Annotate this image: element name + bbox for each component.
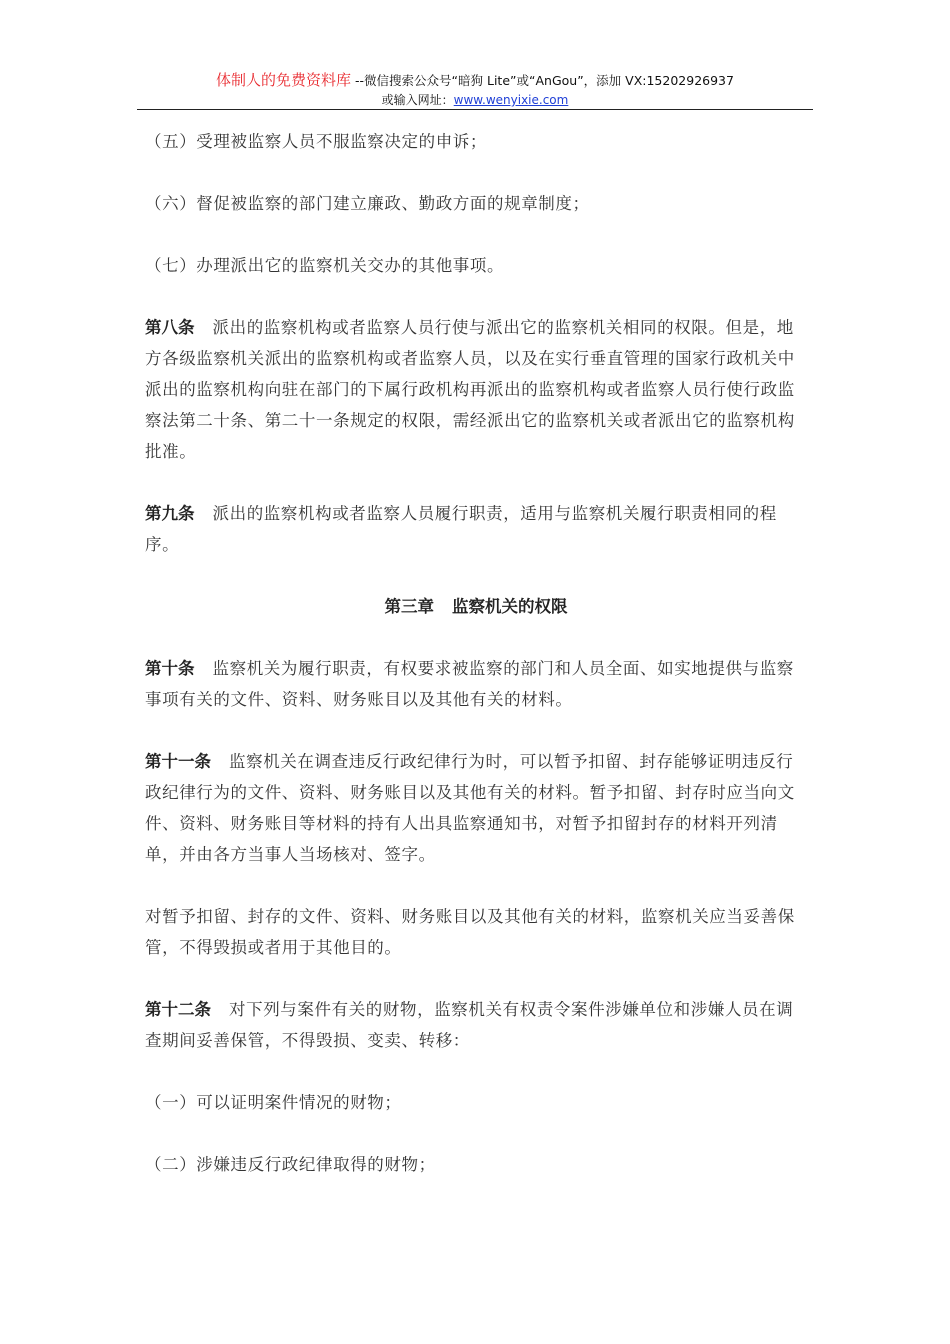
article-text: 派出的监察机构或者监察人员行使与派出它的监察机关相同的权限。但是，地方各级监察机关派出的监察机构或者监察人员，以及在实行垂直管理的国家行政机关中派出的监察机构向驻在部门的下属行政机构再派出的监察机构或者监察人员行使行政监察法第二十条、第二十一条规定的权限，需经派出它的监察机关或者派出它的监察机构批准。 bbox=[145, 318, 795, 461]
chapter-heading bbox=[145, 591, 807, 622]
page-header bbox=[137, 70, 813, 109]
list-item: （七）办理派出它的监察机关交办的其他事项。 bbox=[145, 256, 505, 275]
list-item: （二）涉嫌违反行政纪律取得的财物； bbox=[145, 1155, 436, 1174]
website-link[interactable]: www.wenyixie.com bbox=[453, 93, 569, 107]
article-11-paragraph-2: 对暂予扣留、封存的文件、资料、财务账目以及其他有关的材料，监察机关应当妥善保管，不得毁损或者用于其他目的。 bbox=[145, 907, 795, 957]
article-label: 第八条 bbox=[145, 318, 195, 337]
url-prefix: 或输入网址： bbox=[381, 93, 454, 107]
article-9 bbox=[145, 498, 807, 560]
list-item: （六）督促被监察的部门建立廉政、勤政方面的规章制度； bbox=[145, 194, 590, 213]
brand-name: 体制人的免费资料库 bbox=[216, 71, 352, 89]
header-promo-line bbox=[137, 70, 813, 91]
document-body bbox=[145, 126, 807, 1180]
article-label: 第十二条 bbox=[145, 1000, 211, 1019]
article-label: 第十条 bbox=[145, 659, 195, 678]
article-8 bbox=[145, 312, 807, 467]
chapter-number: 第三章 bbox=[384, 597, 434, 616]
header-divider bbox=[137, 109, 813, 110]
article-text: 监察机关在调查违反行政纪律行为时，可以暂予扣留、封存能够证明违反行政纪律行为的文件、资料、财务账目以及其他有关的材料。暂予扣留、封存时应当向文件、资料、财务账目等材料的持有人出具监察通知书，对暂予扣留封存的材料开列清单，并由各方当事人当场核对、签字。 bbox=[145, 752, 795, 864]
chapter-title: 监察机关的权限 bbox=[452, 597, 568, 616]
article-10 bbox=[145, 653, 807, 715]
article-label: 第九条 bbox=[145, 504, 195, 523]
article-11 bbox=[145, 746, 807, 870]
list-item: （五）受理被监察人员不服监察决定的申诉； bbox=[145, 132, 487, 151]
article-text: 派出的监察机构或者监察人员履行职责，适用与监察机关履行职责相同的程序。 bbox=[145, 504, 777, 554]
article-text: 对下列与案件有关的财物，监察机关有权责令案件涉嫌单位和涉嫌人员在调查期间妥善保管，不得毁损、变卖、转移： bbox=[145, 1000, 794, 1050]
article-12 bbox=[145, 994, 807, 1056]
header-url-line bbox=[137, 91, 813, 109]
article-text: 监察机关为履行职责，有权要求被监察的部门和人员全面、如实地提供与监察事项有关的文件、资料、财务账目以及其他有关的材料。 bbox=[145, 659, 794, 709]
article-label: 第十一条 bbox=[145, 752, 211, 771]
header-tagline: --微信搜索公众号“暗狗 Lite”或“AnGou”，添加 VX:15202926937 bbox=[351, 73, 734, 88]
list-item: （一）可以证明案件情况的财物； bbox=[145, 1093, 402, 1112]
